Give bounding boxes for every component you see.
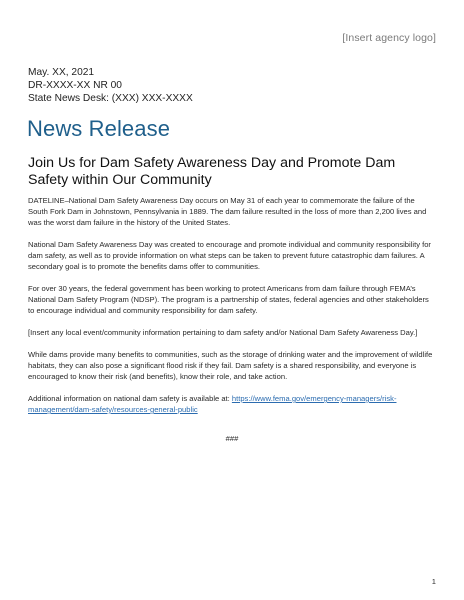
news-release-title: News Release [27, 116, 171, 141]
paragraph-ndsp: For over 30 years, the federal government has been working to protect Americans from dam failure through FEMA’s National Dam Safety Program (NDSP). The program is a partnership of states, federal agencies and other stakeholders to encourage individual and community responsibility for dam safety. [28, 284, 429, 315]
paragraph-additional-info [28, 393, 436, 415]
paragraph-shared-responsibility: While dams provide many benefits to communities, such as the storage of drinking water and the improvement of wildlife habitats, they can also pose a significant flood risk if they fail. Dam safety is a shared responsibility, and everyone is encouraged to know their risk (and benefits), know their role, and take action. [28, 350, 433, 381]
release-number: DR-XXXX-XX NR 00 [28, 80, 122, 91]
release-headline: Join Us for Dam Safety Awareness Day and Promote Dam Safety within Our Community [28, 155, 396, 188]
additional-info-text: Additional information on national dam safety is available at: [28, 394, 232, 403]
paragraph-local-event: [Insert any local event/community information pertaining to dam safety and/or National Dam Safety Awareness Day.] [28, 328, 418, 337]
fema-dam-safety-link[interactable]: https://www.fema.gov/emergency-managers/risk-management/dam-safety/resources-general-public [28, 394, 397, 414]
paragraph-awareness-day: National Dam Safety Awareness Day was created to encourage and promote individual and community responsibility for dam safety, as well as to provide information on what steps can be taken to prevent future catastrophic dam failures. A secondary goal is to promote the benefits dams offer to communities. [28, 240, 431, 271]
end-marker: ### [225, 434, 239, 443]
release-meta [28, 66, 193, 105]
news-desk-contact: State News Desk: (XXX) XXX-XXXX [28, 93, 193, 104]
page-number: 1 [431, 577, 436, 586]
release-date: May. XX, 2021 [28, 67, 95, 78]
release-body [28, 155, 436, 443]
paragraph-dateline: DATELINE–National Dam Safety Awareness Day occurs on May 31 of each year to commemorate the failure of the South Fork Dam in Johnstown, Pennsylvania in 1889. The dam failure resulted in the loss of more than 2,200 lives and was the worst dam failure in the history of the United States. [28, 196, 427, 227]
agency-logo-placeholder: [Insert agency logo] [342, 32, 436, 44]
